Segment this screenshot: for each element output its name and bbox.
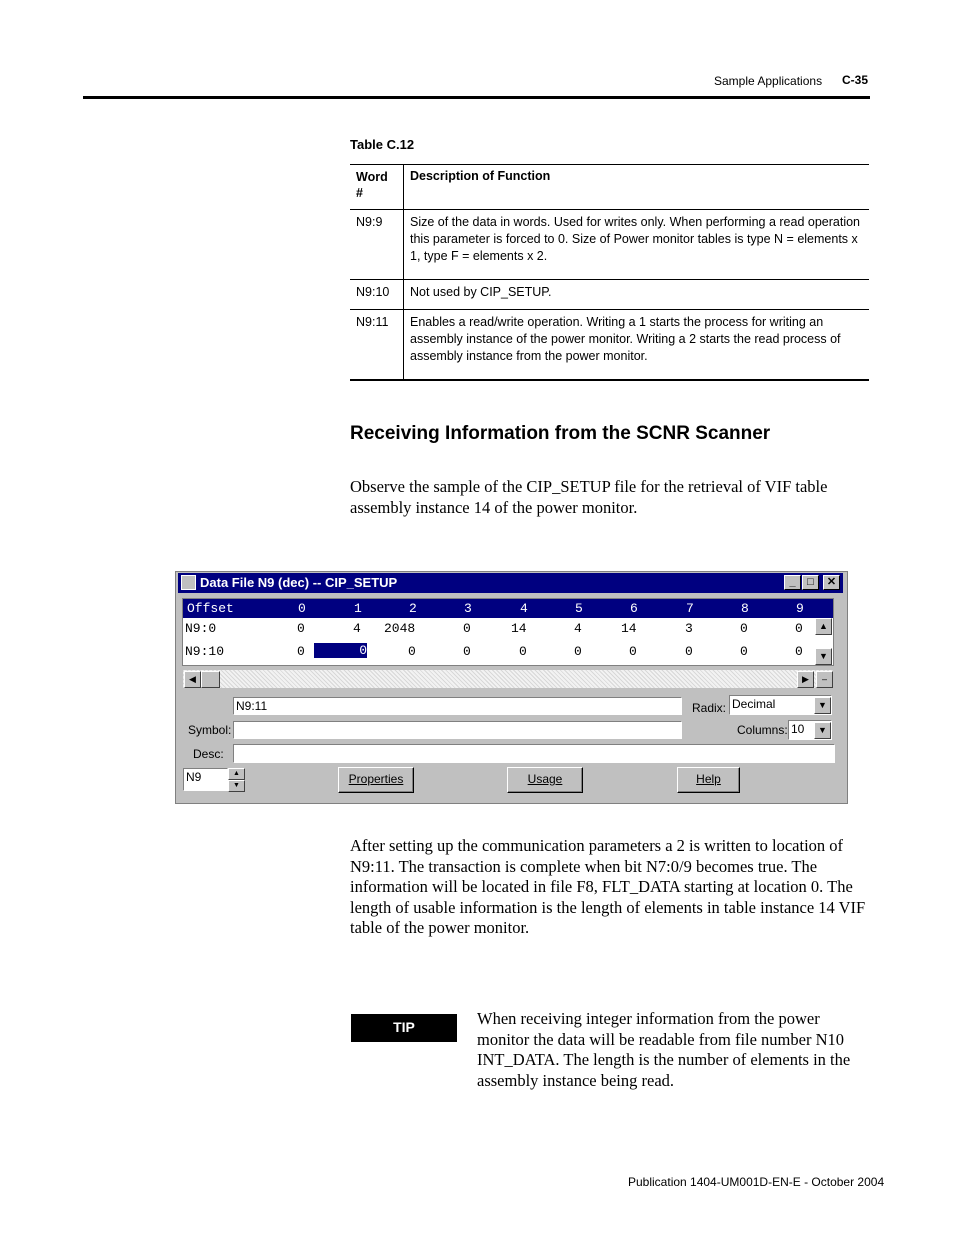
properties-button[interactable]: Properties [338,767,414,793]
grid-header-col: 5 [575,601,583,616]
description-cell: Not used by CIP_SETUP. [404,280,870,310]
scroll-down-icon[interactable]: ▼ [815,648,832,665]
grid-cell[interactable]: 0 [629,644,637,659]
word-cell: N9:10 [350,280,404,310]
scroll-thumb[interactable] [201,671,220,688]
columns-select[interactable] [788,720,832,740]
radix-select[interactable] [729,695,832,715]
grid-cell[interactable]: 0 [795,644,803,659]
grid-header-col: 2 [409,601,417,616]
symbol-field[interactable] [233,721,682,739]
word-cell: N9:11 [350,310,404,381]
grid-header [183,599,833,618]
table-title: Table C.12 [350,137,415,152]
usage-button[interactable]: Usage [507,767,583,793]
grid-cell[interactable]: 0 [740,621,748,636]
horizontal-scrollbar[interactable] [183,670,833,688]
grid-header-col: 9 [796,601,804,616]
scroll-up-icon[interactable]: ▲ [815,618,832,635]
table-row [350,210,869,280]
row-address: N9:10 [185,644,225,659]
grid-cell[interactable]: 0 [685,644,693,659]
grid-header-col: 4 [520,601,528,616]
vertical-scrollbar[interactable] [815,618,832,666]
section-heading: Receiving Information from the SCNR Scanner [350,423,771,444]
app-icon [181,575,196,590]
row-address: N9:0 [185,621,217,636]
minimize-button[interactable]: _ [784,575,801,590]
word-cell: N9:9 [350,210,404,280]
split-icon[interactable]: – [816,671,833,688]
page-number: C-35 [842,73,869,87]
grid-cell[interactable]: 4 [353,621,361,636]
chevron-down-icon[interactable]: ▼ [814,697,831,714]
file-number-field[interactable]: N9 [183,768,228,791]
close-button[interactable]: ✕ [823,575,840,590]
address-field[interactable]: N9:11 [233,697,682,715]
description-cell: Enables a read/write operation. Writing a 1 starts the process for writing an assembly instance of the power monitor. Writing a 2 starts the read process of assembly instance from the power monitor. [404,310,870,381]
grid-cell[interactable]: 4 [574,621,582,636]
grid-cell[interactable]: 0 [297,621,305,636]
column-header-description: Description of Function [404,165,870,210]
symbol-label: Symbol: [188,723,232,737]
grid-cell[interactable]: 0 [463,621,471,636]
intro-paragraph: Observe the sample of the CIP_SETUP file for the retrieval of VIF table assembly instance 14 of the power monitor. [350,477,828,517]
grid-cell[interactable]: 0 [740,644,748,659]
grid-header-col: 8 [741,601,749,616]
header-section: Sample Applications [714,74,823,88]
grid-header-col: 1 [354,601,362,616]
grid-cell[interactable]: 0 [574,644,582,659]
grid-cell[interactable]: 0 [297,644,305,659]
grid-header-col: 7 [686,601,694,616]
column-header-word: Word # [350,165,404,210]
desc-label: Desc: [193,747,224,761]
scroll-left-icon[interactable]: ◀ [184,671,201,688]
spin-down-icon[interactable]: ▼ [228,780,245,792]
grid-header-col: 6 [630,601,638,616]
data-grid [182,598,834,666]
tip-text: When receiving integer information from the power monitor the data will be readable from file number N10 INT_DATA. The length is the number of elements in the assembly instance being read. [477,1009,851,1090]
table-row [350,280,869,310]
table-row [350,310,869,381]
selected-grid-cell[interactable]: 0 [314,643,367,658]
grid-header-col: 3 [464,601,472,616]
body-paragraph: After setting up the communication parameters a 2 is written to location of N9:11. The transaction is complete when bit N7:0/9 becomes true. The information will be located in file F8, FLT_DATA starting at location 0. The length of usable information is the length of elements in table instance 14 VIF table of the power monitor. [350,836,866,937]
window-title: Data File N9 (dec) -- CIP_SETUP [200,575,398,590]
radix-label: Radix: [692,701,727,715]
file-number-spinner[interactable] [228,768,245,792]
grid-cell[interactable]: 14 [621,621,637,636]
grid-cell[interactable]: 0 [408,644,416,659]
help-button[interactable]: Help [677,767,740,793]
grid-cell[interactable]: 0 [463,644,471,659]
header-rule [83,96,870,99]
grid-header-col: 0 [298,601,306,616]
window-title-bar[interactable] [178,573,843,593]
footer-publication: Publication 1404-UM001D-EN-E - October 2004 [628,1175,885,1189]
grid-cell[interactable]: 14 [511,621,527,636]
columns-label: Columns: [737,723,788,737]
description-cell: Size of the data in words. Used for writes only. When performing a read operation this parameter is forced to 0. Size of Power monitor tables is type N = elements x 1, type F = elements x 2. [404,210,870,280]
grid-cell[interactable]: 3 [685,621,693,636]
tip-label: TIP [351,1014,457,1042]
scroll-right-icon[interactable]: ▶ [797,671,814,688]
grid-header-offset: Offset [187,601,234,616]
maximize-button[interactable]: □ [802,575,819,590]
desc-field[interactable] [233,744,835,763]
function-table [350,164,869,381]
radix-value: Decimal [732,697,776,711]
grid-cell[interactable]: 0 [519,644,527,659]
chevron-down-icon[interactable]: ▼ [814,722,831,739]
spin-up-icon[interactable]: ▲ [228,768,245,780]
grid-cell[interactable]: 0 [795,621,803,636]
grid-cell[interactable]: 2048 [384,621,416,636]
columns-value: 10 [791,722,805,736]
